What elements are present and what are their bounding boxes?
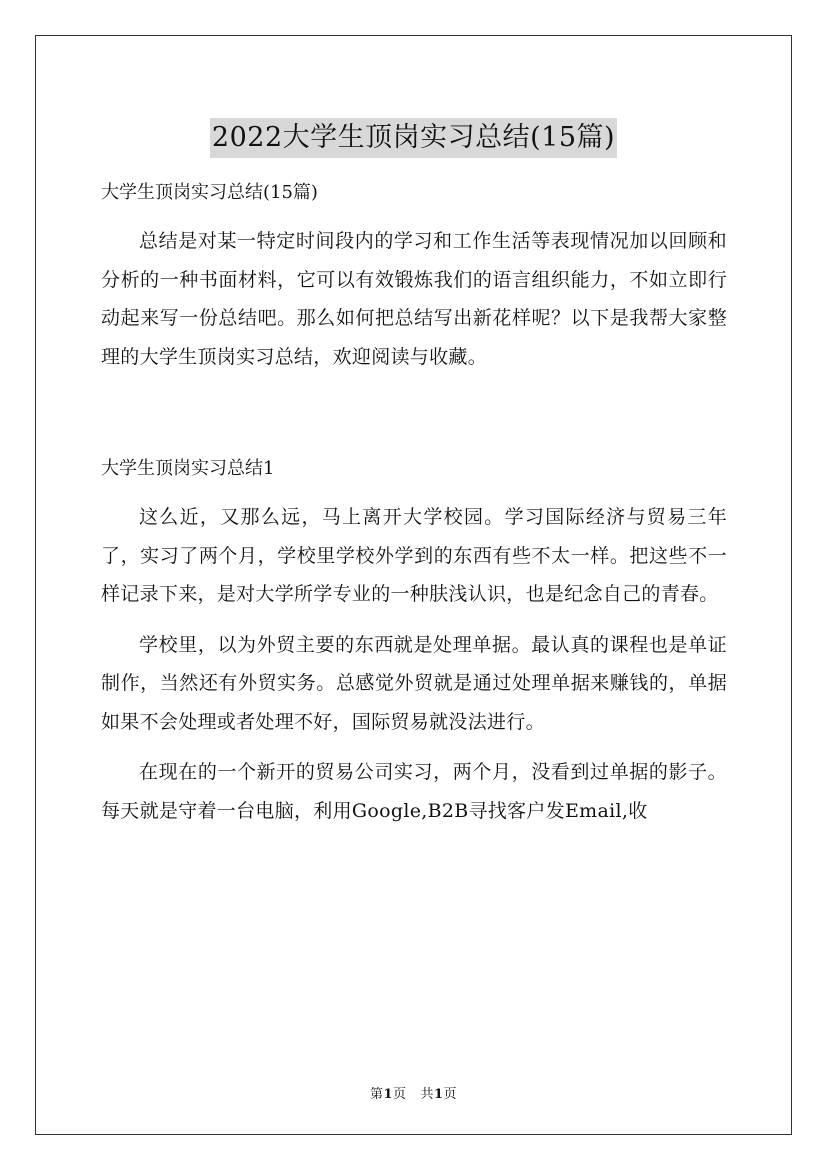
document-body	[101, 174, 727, 830]
document-title: 2022大学生顶岗实习总结(15篇)	[210, 118, 617, 158]
page-footer	[0, 1083, 827, 1102]
total-suffix: 页	[443, 1087, 458, 1102]
page-prefix: 第	[369, 1087, 384, 1102]
title-wrap	[0, 100, 827, 176]
body-paragraph-2: 学校里，以为外贸主要的东西就是处理单据。最认真的课程也是单证制作，当然还有外贸实务。总感觉外贸就是通过处理单据来赚钱的，单据如果不会处理或者处理不好，国际贸易就没法进行。	[101, 633, 727, 733]
body-paragraph-1: 这么近，又那么远，马上离开大学校园。学习国际经济与贸易三年了，实习了两个月，学校里学校外学到的东西有些不太一样。把这些不一样记录下来，是对大学所学专业的一种肤浅认识，也是纪念自己的青春。	[101, 506, 727, 605]
total-prefix: 共	[420, 1087, 434, 1102]
page-current: 1	[383, 1087, 394, 1102]
page-total: 1	[433, 1087, 444, 1102]
body-paragraph-3: 在现在的一个新开的贸易公司实习，两个月，没看到过单据的影子。每天就是守着一台电脑，利用Google,B2B寻找客户发Email,收	[101, 761, 727, 822]
section-heading: 大学生顶岗实习总结1	[101, 458, 275, 479]
document-subtitle: 大学生顶岗实习总结(15篇)	[101, 182, 318, 203]
page-suffix: 页	[393, 1087, 407, 1102]
intro-paragraph: 总结是对某一特定时间段内的学习和工作生活等表现情况加以回顾和分析的一种书面材料，它可以有效锻炼我们的语言组织能力，不如立即行动起来写一份总结吧。那么如何把总结写出新花样呢？以下是我帮大家整理的大学生顶岗实习总结，欢迎阅读与收藏。	[101, 230, 727, 368]
